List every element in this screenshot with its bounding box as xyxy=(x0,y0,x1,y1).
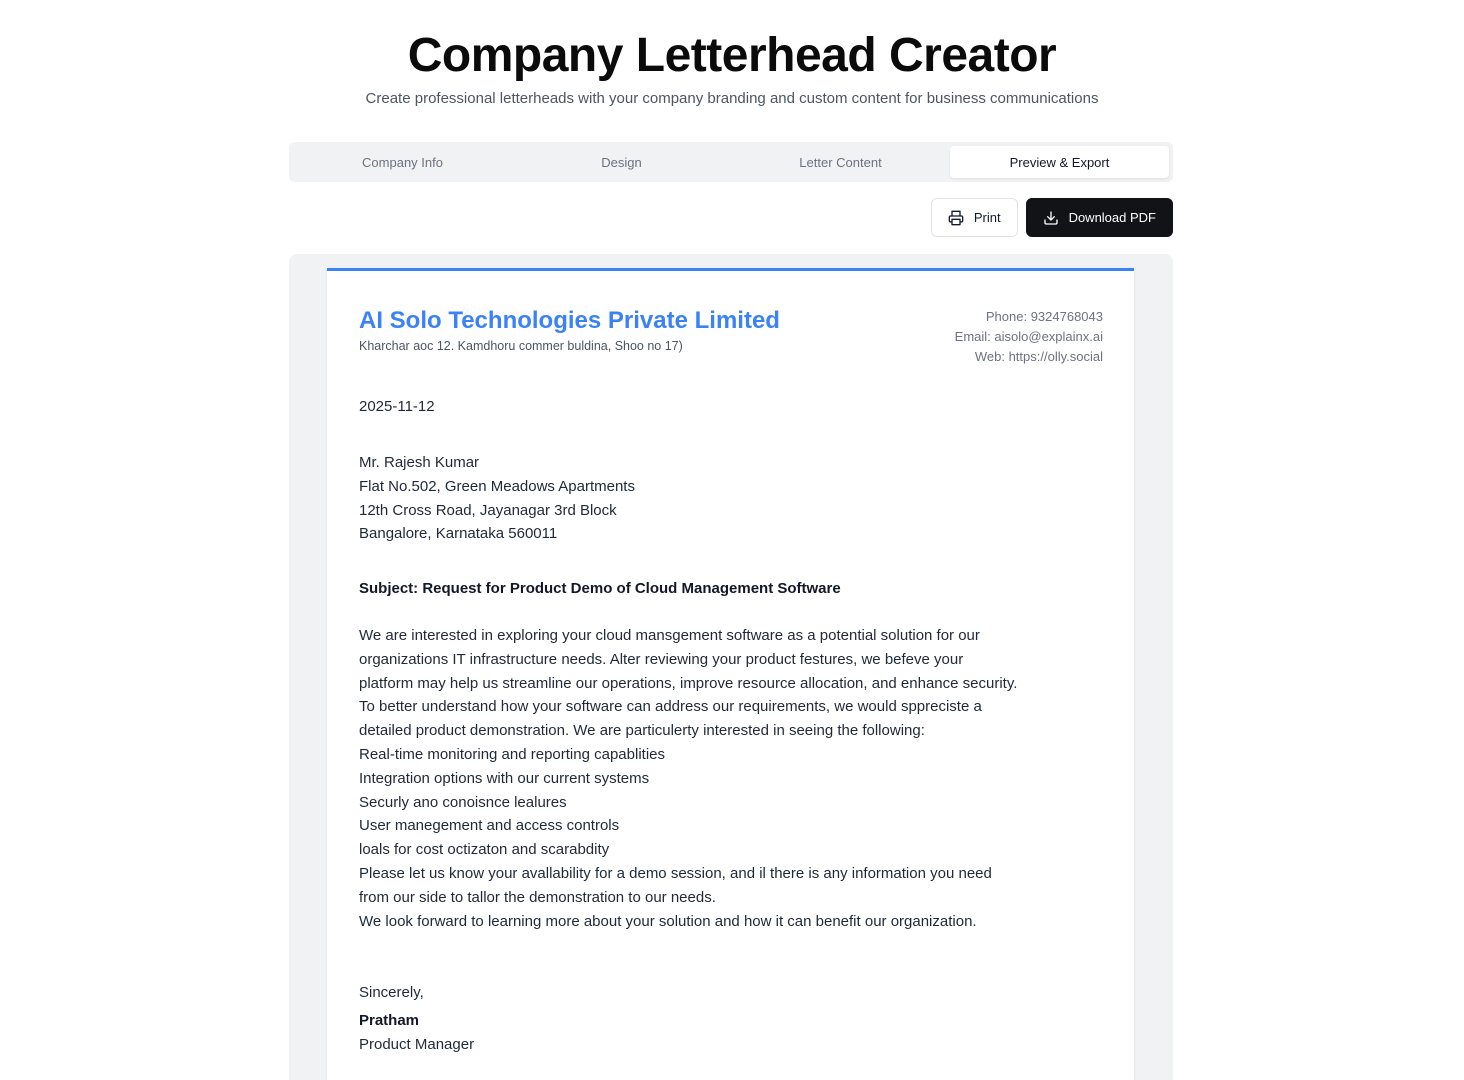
contact-web: Web: https://olly.social xyxy=(974,349,1103,364)
body-line: from our side to tallor the demonstration to our needs. xyxy=(359,888,716,906)
letter-subject: Subject: Request for Product Demo of Cloud Management Software xyxy=(359,580,841,597)
body-line: organizations IT infrastructure needs. Alter reviewing your product festures, we befeve your xyxy=(359,650,964,668)
letter-body xyxy=(359,624,1109,933)
contact-email: Email: aisolo@explainx.ai xyxy=(954,329,1103,344)
page-title: Company Letterhead Creator xyxy=(407,29,1057,82)
export-toolbar xyxy=(931,198,1173,237)
recipient-block xyxy=(359,451,635,546)
recipient-line: Bangalore, Karnataka 560011 xyxy=(359,525,558,543)
download-icon xyxy=(1043,210,1059,226)
print-button-label: Print xyxy=(973,210,1001,225)
signer-name: Pratham xyxy=(359,1012,420,1029)
printer-icon xyxy=(948,210,964,226)
letter-closing: Sincerely, xyxy=(359,984,424,1001)
body-line: loals for cost octizaton and scarabdity xyxy=(359,841,610,859)
body-line: platform may help us streamline our operations, improve resource allocation, and enhance security. xyxy=(359,674,1018,692)
company-name: AI Solo Technologies Private Limited xyxy=(359,307,780,334)
body-line: We are interested in exploring your cloud mansgement software as a potential solution for our xyxy=(359,627,980,644)
company-contact xyxy=(955,307,1103,367)
download-pdf-label: Download PDF xyxy=(1068,210,1156,225)
print-button[interactable] xyxy=(931,198,1018,237)
body-line: Securly ano conoisnce lealures xyxy=(359,793,567,811)
download-pdf-button[interactable] xyxy=(1026,198,1173,237)
body-line: detailed product demonstration. We are particulerty interested in seeing the following: xyxy=(359,722,925,740)
page-subtitle: Create professional letterheads with your company branding and custom content for business communications xyxy=(365,90,1099,107)
body-line: Real-time monitoring and reporting capablities xyxy=(359,745,665,763)
letter-page xyxy=(327,268,1134,1080)
preview-area xyxy=(289,254,1173,1080)
recipient-line: Mr. Rajesh Kumar xyxy=(359,454,480,471)
tab-letter-content[interactable]: Letter Content xyxy=(799,154,882,170)
signer-title: Product Manager xyxy=(359,1036,475,1053)
body-line: We look forward to learning more about your solution and how it can benefit our organization. xyxy=(359,912,977,930)
recipient-line: 12th Cross Road, Jayanagar 3rd Block xyxy=(359,501,617,519)
tab-company-info[interactable]: Company Info xyxy=(362,154,443,170)
body-line: Please let us know your avallability for a demo session, and il there is any information you need xyxy=(359,864,992,882)
tab-preview-export[interactable]: Preview & Export xyxy=(950,146,1169,178)
company-address: Kharchar aoc 12. Kamdhoru commer buldina, Shoo no 17) xyxy=(359,339,683,353)
body-line: To better understand how your software can address our requirements, we would sppreciste a xyxy=(359,698,982,716)
contact-phone: Phone: 9324768043 xyxy=(985,309,1103,324)
tab-design[interactable]: Design xyxy=(601,154,642,170)
tab-bar xyxy=(289,142,1173,182)
body-line: User manegement and access controls xyxy=(359,817,620,835)
recipient-line: Flat No.502, Green Meadows Apartments xyxy=(359,477,635,495)
body-line: Integration options with our current systems xyxy=(359,769,650,787)
letter-date: 2025-11-12 xyxy=(359,398,435,415)
